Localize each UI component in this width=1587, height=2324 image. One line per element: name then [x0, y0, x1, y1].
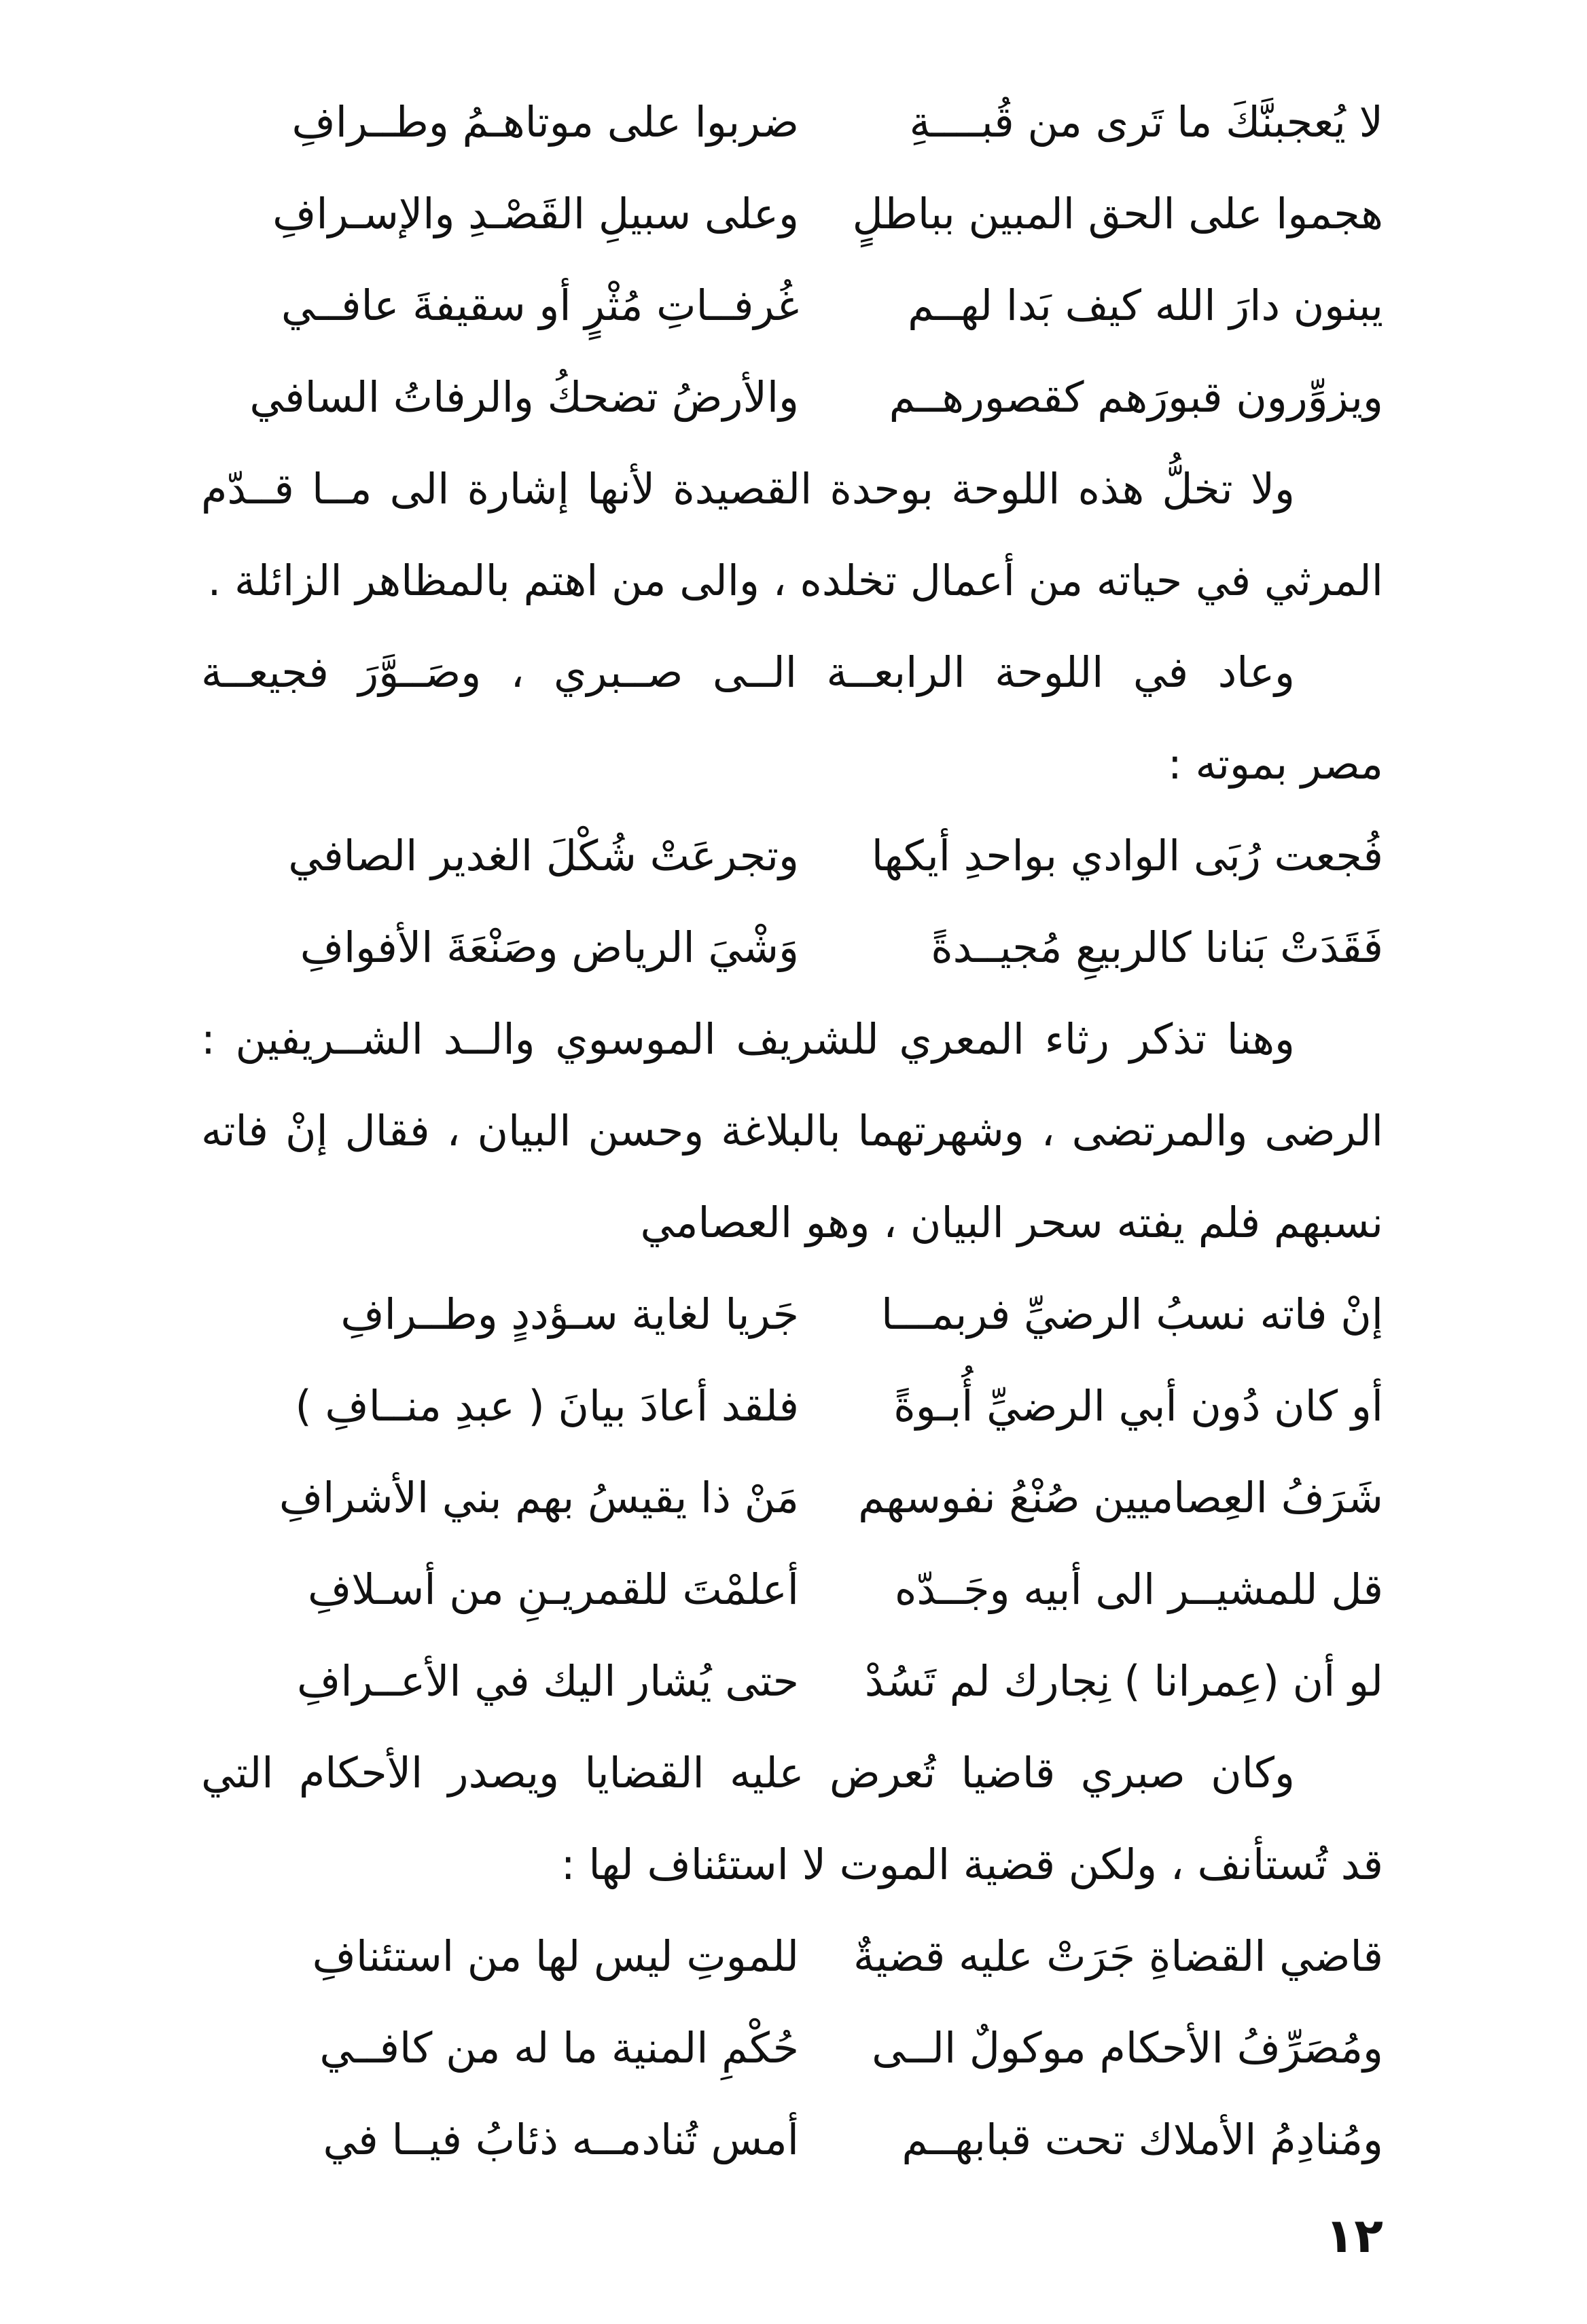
verse-hemistich-right: ويزوِّرون قبورَهم كقصورهــم	[889, 372, 1383, 422]
verse-hemistich-right: قل للمشيــر الى أبيه وجَــدّه	[894, 1565, 1383, 1614]
verse-hemistich-right: لا يُعجبنَّكَ ما تَرى من قُبــــةِ	[909, 97, 1383, 147]
verse-hemistich-left: وعلى سبيلِ القَصْـدِ والإسـرافِ	[272, 189, 799, 238]
verse-hemistich-right: يبنون دارَ الله كيف بَدا لهــم	[908, 281, 1383, 330]
verse-hemistich-left: جَريا لغاية سـؤددٍ وطــرافِ	[340, 1289, 799, 1339]
verse-hemistich-left: والأرضُ تضحكُ والرفاتُ السافي	[249, 372, 799, 422]
verse-hemistich-right: ومُنادِمُ الأملاك تحت قبابهــم	[902, 2115, 1383, 2164]
verse-hemistich-right: ومُصَرِّفُ الأحكام موكولٌ الــى	[872, 2023, 1383, 2073]
paragraph-line: وعاد في اللوحة الرابعــة الــى صــبري ، وصَــوَّرَ فجيعــة	[201, 647, 1295, 697]
verse-hemistich-left: وَشْيَ الرياض وصَنْعَةَ الأفوافِ	[300, 923, 799, 972]
verse-hemistich-left: أمس تُنادمــه ذئابُ فيــا في	[323, 2115, 799, 2164]
paragraph-line: نسبهم فلم يفته سحر البيان ، وهو العصامي	[640, 1198, 1383, 1247]
verse-hemistich-left: مَنْ ذا يقيسُ بهم بني الأشرافِ	[279, 1473, 799, 1522]
paragraph-line: ولا تخلُّ هذه اللوحة بوحدة القصيدة لأنها إشارة الى مــا قــدّم	[201, 464, 1295, 514]
page-number: ١٢	[1325, 2208, 1383, 2264]
verse-hemistich-left: غُرفــاتِ مُثْرٍ أو سقيفةَ عافــي	[281, 281, 799, 330]
verse-hemistich-right: فُجعت رُبَى الوادي بواحدِ أيكها	[871, 831, 1383, 880]
verse-hemistich-left: أعلمْتَ للقمريـنِ من أسـلافِ	[307, 1565, 799, 1614]
verse-hemistich-right: لو أن (عِمرانا ) نِجارك لم تَسُدْ	[864, 1656, 1383, 1706]
paragraph-line: المرثي في حياته من أعمال تخلده ، والى من اهتم بالمظاهر الزائلة .	[207, 556, 1383, 605]
paragraph-line: وكان صبري قاضيا تُعرض عليه القضايا ويصدر الأحكام التي	[201, 1748, 1295, 1798]
verse-hemistich-left: حتى يُشار اليك في الأعــرافِ	[297, 1656, 799, 1706]
verse-hemistich-right: أو كان دُون أبي الرضيِّ أُبـوةً	[893, 1381, 1383, 1431]
verse-hemistich-left: فلقد أعادَ بيانَ ( عبدِ منــافِ )	[295, 1381, 799, 1431]
paragraph-line: الرضى والمرتضى ، وشهرتهما بالبلاغة وحسن البيان ، فقال إنْ فاته	[201, 1106, 1383, 1156]
verse-hemistich-right: إنْ فاته نسبُ الرضيِّ فربمـــا	[880, 1289, 1383, 1339]
verse-hemistich-right: هجموا على الحق المبين بباطلٍ	[852, 189, 1383, 238]
verse-hemistich-left: ضربوا على موتاهـمُ وطــرافِ	[291, 97, 799, 147]
verse-hemistich-left: حُكْمِ المنية ما له من كافــي	[319, 2023, 799, 2073]
paragraph-line: مصر بموته :	[1167, 739, 1383, 789]
verse-hemistich-right: فَقَدَتْ بَنانا كالربيعِ مُجيــدةً	[931, 923, 1383, 972]
verse-hemistich-right: قاضي القضاةِ جَرَتْ عليه قضيةٌ	[853, 1931, 1383, 1981]
verse-hemistich-left: للموتِ ليس لها من استئنافِ	[312, 1931, 799, 1981]
paragraph-line: قد تُستأنف ، ولكن قضية الموت لا استئناف لها :	[560, 1840, 1383, 1889]
paragraph-line: وهنا تذكر رثاء المعري للشريف الموسوي والــد الشــريفين :	[201, 1014, 1295, 1064]
verse-hemistich-left: وتجرعَتْ شُكْلَ الغدير الصافي	[288, 831, 799, 880]
verse-hemistich-right: شَرَفُ العِصاميين صُنْعُ نفوسهم	[858, 1473, 1383, 1522]
